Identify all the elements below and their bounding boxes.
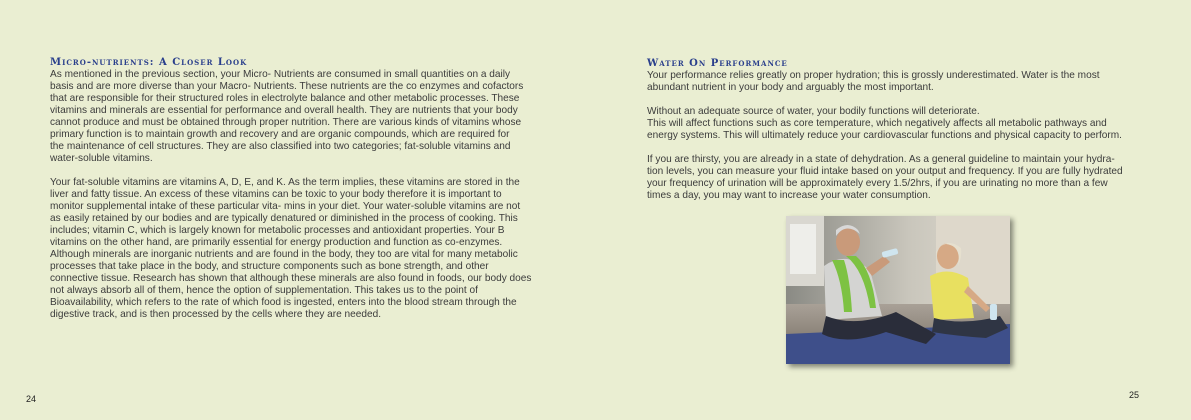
text-line: water-soluble vitamins. xyxy=(50,153,153,164)
text-line: This will affect functions such as core temperature, which negatively affects all metabolic pathways and xyxy=(647,118,1107,129)
seniors-hydrating-photo xyxy=(786,216,1010,364)
micro-nutrients-heading: Micro-nutrients: A Closer Look xyxy=(50,57,248,68)
text-line: cannot produce and must be obtained through proper nutrition. There are various kinds of vitamins whose xyxy=(50,117,522,128)
micro-nutrients-body xyxy=(50,69,531,321)
text-line: liver and fatty tissue. An excess of these vitamins can be toxic to your body therefore it is important to xyxy=(50,189,502,200)
text-line: the maintenance of cell structures. They are also classified into two categories; fat-soluble vitamins and xyxy=(50,141,511,152)
right-page xyxy=(596,0,1191,420)
text-line: monitor supplemental intake of these particular vita- mins in your diet. Your water-soluble vitamins are not xyxy=(50,201,521,212)
page-number: 25 xyxy=(1129,390,1140,400)
text-line: not always absorb all of them, hence the option of supplementation. This takes us to the point of xyxy=(50,285,478,296)
page-number: 24 xyxy=(26,394,37,404)
text-line: Bioavailability, which refers to the rate of which food is ingested, enters into the blood stream through the xyxy=(50,297,517,308)
text-line: Your performance relies greatly on proper hydration; this is grossly underestimated. Water is the most xyxy=(647,70,1100,81)
text-line: Without an adequate source of water, your bodily functions will deteriorate. xyxy=(647,106,980,117)
text-line: digestive track, and is then processed by the cells where they are needed. xyxy=(50,309,382,320)
text-line: that are responsible for their structured roles in electrolyte balance and other metabolic processes. These xyxy=(50,93,520,104)
text-line: your frequency of urination will be approximately every 1.5/2hrs, if you are urinating no more than a few xyxy=(647,178,1108,189)
text-line: times a day, you may want to increase your water consumption. xyxy=(647,190,931,201)
text-line: includes; vitamin C, which is largely known for metabolic processes and antioxidant properties. Your B xyxy=(50,225,505,236)
text-line: energy systems. This will ultimately reduce your cardiovascular functions and physical capacity to perform. xyxy=(647,130,1122,141)
text-line: vitamins and minerals are essential for performance and overall health. They are nutrients that your body xyxy=(50,105,518,116)
text-line: primary function is to maintain growth and recovery and are organic compounds, which are required for xyxy=(50,129,510,140)
left-page xyxy=(0,0,595,420)
text-line: vitamins on the other hand, are primarily essential for energy production and function as co-enzymes. xyxy=(50,237,503,248)
text-line: connective tissue. Research has shown that although these minerals are also found in foods, our body does xyxy=(50,273,532,284)
text-line: Your fat-soluble vitamins are vitamins A, D, E, and K. As the term implies, these vitamins are stored in the xyxy=(50,177,520,188)
text-line: If you are thirsty, you are already in a state of dehydration. As a general guideline to maintain your hydra- xyxy=(647,154,1115,165)
water-performance-heading: Water On Performance xyxy=(647,58,788,69)
water-performance-body xyxy=(647,70,1123,202)
text-line: As mentioned in the previous section, your Micro- Nutrients are consumed in small quantities on a daily xyxy=(50,69,511,80)
text-line: processes that take place in the body, and structure components such as bone strength, and other xyxy=(50,261,489,272)
text-line: abundant nutrient in your body and arguably the most important. xyxy=(647,82,934,93)
text-line: Although minerals are inorganic nutrients and are found in the body, they too are vital for many metabolic xyxy=(50,249,518,260)
text-line: basis and are more diverse than your Macro- Nutrients. These nutrients are the co enzymes and cofactors xyxy=(50,81,524,92)
text-line: tion levels, you can measure your fluid intake based on your output and frequency. If you are fully hydrated xyxy=(647,166,1123,177)
text-line: as easily retained by our bodies and are typically denatured or diminished in the process of cooking. This xyxy=(50,213,518,224)
